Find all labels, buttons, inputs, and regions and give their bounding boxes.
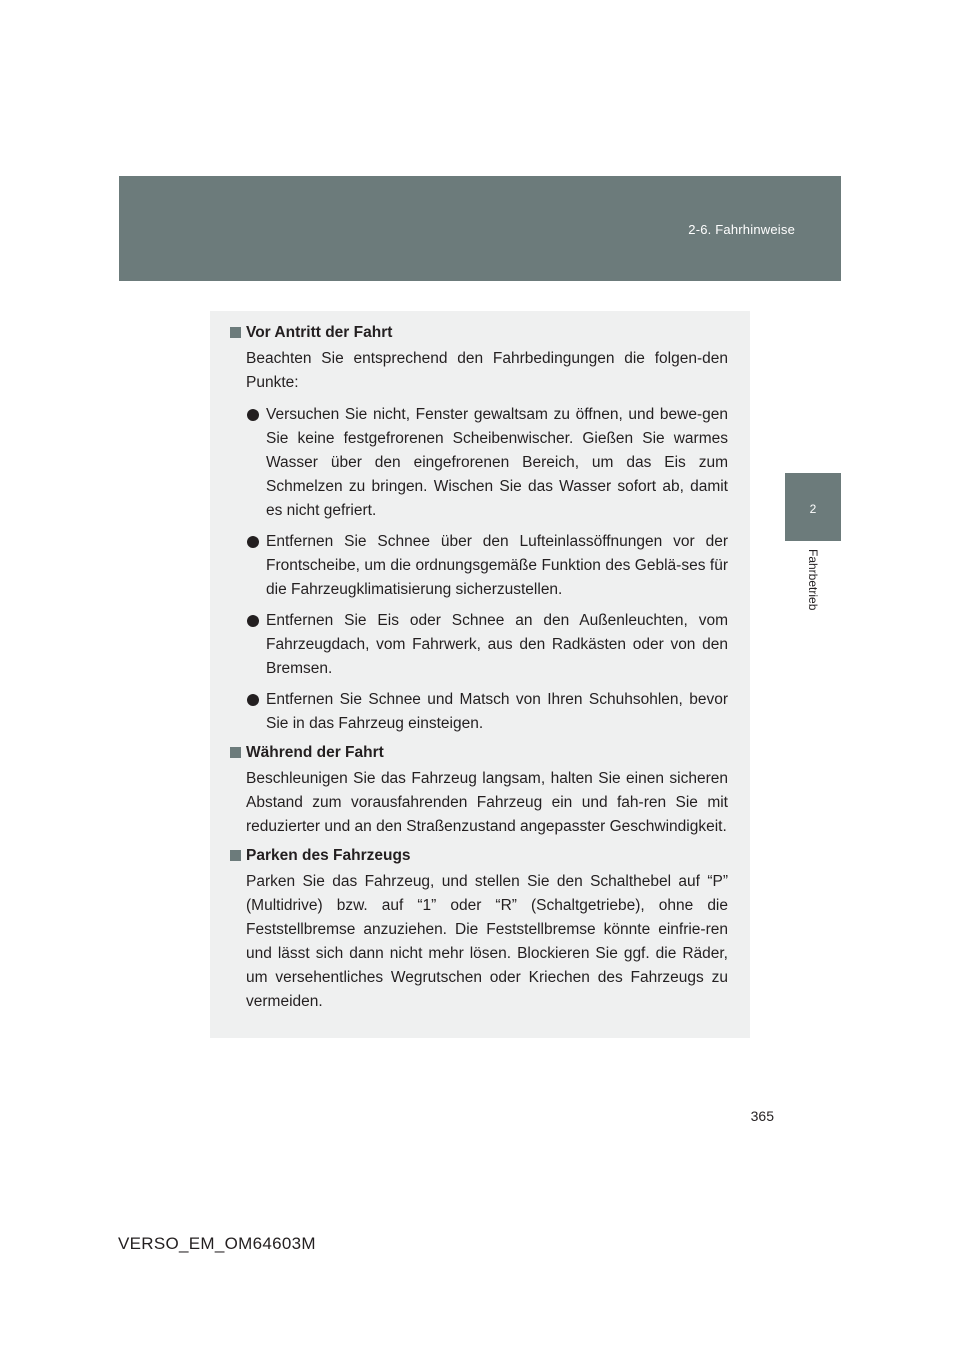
section-before-driving — [230, 323, 728, 736]
chapter-tab-label — [785, 541, 841, 701]
section-title-text: Vor Antritt der Fahrt — [246, 324, 393, 341]
section-heading — [230, 323, 728, 343]
section-title-text: Parken des Fahrzeugs — [246, 847, 411, 864]
bullet-text: Entfernen Sie Eis oder Schnee an den Außenleuchten, vom Fahrzeugdach, vom Fahrwerk, aus den Radkästen oder von den Bremsen. — [266, 612, 728, 677]
chapter-number: 2 — [809, 502, 817, 516]
section-body: Parken Sie das Fahrzeug, und stellen Sie den Schalthebel auf “P” (Multidrive) bzw. auf “1” oder “R” (Schaltgetriebe), ohne die Feststellbremse anzuziehen. Die Feststellbremse könnte einfrie-ren und lässt sich dann nicht mehr lösen. Blockieren Sie ggf. die Räder, um versehentliches Wegrutschen oder Kriechen des Fahrzeugs zu vermeiden. — [246, 873, 728, 1010]
bullet-list — [246, 403, 728, 736]
section-title: 2-6. Fahrhinweise — [688, 222, 795, 237]
square-bullet-icon — [230, 327, 241, 338]
section-body: Beachten Sie entsprechend den Fahrbedingungen die folgen-den Punkte: — [246, 350, 728, 391]
bullet-item — [246, 403, 728, 523]
document-code: VERSO_EM_OM64603M — [118, 1234, 316, 1253]
section-body: Beschleunigen Sie das Fahrzeug langsam, halten Sie einen sicheren Abstand zum vorausfahrenden Fahrzeug ein und fah-ren Sie mit reduzierter und an den Straßenzustand angepasster Geschwindigkeit. — [246, 770, 728, 835]
section-while-driving — [230, 743, 728, 839]
bullet-item — [246, 530, 728, 602]
bullet-dot-icon — [247, 615, 259, 627]
section-heading — [230, 846, 728, 866]
section-heading — [230, 743, 728, 763]
square-bullet-icon — [230, 850, 241, 861]
square-bullet-icon — [230, 747, 241, 758]
bullet-item — [246, 609, 728, 681]
bullet-dot-icon — [247, 536, 259, 548]
bullet-dot-icon — [247, 409, 259, 421]
bullet-text: Entfernen Sie Schnee und Matsch von Ihren Schuhsohlen, bevor Sie in das Fahrzeug einsteigen. — [266, 691, 728, 732]
section-title-text: Während der Fahrt — [246, 744, 384, 761]
page-number: 365 — [750, 1108, 774, 1124]
chapter-tab-number — [785, 473, 841, 541]
bullet-item — [246, 688, 728, 736]
chapter-label: Fahrbetrieb — [806, 549, 820, 611]
section-parking — [230, 846, 728, 1014]
bullet-text: Entfernen Sie Schnee über den Lufteinlassöffnungen vor der Frontscheibe, um die ordnungsgemäße Funktion des Geblä-ses für die Fahrzeugklimatisierung sicherzustellen. — [266, 533, 728, 598]
info-box — [210, 311, 750, 1038]
bullet-dot-icon — [247, 694, 259, 706]
bullet-text: Versuchen Sie nicht, Fenster gewaltsam zu öffnen, und bewe-gen Sie keine festgefrorenen Scheibenwischer. Gießen Sie warmes Wasser über den eingefrorenen Bereich, um das Eis zum Schmelzen zu bringen. Wischen Sie das Wasser sofort ab, damit es nicht gefriert. — [266, 406, 728, 519]
header-band — [119, 176, 841, 281]
